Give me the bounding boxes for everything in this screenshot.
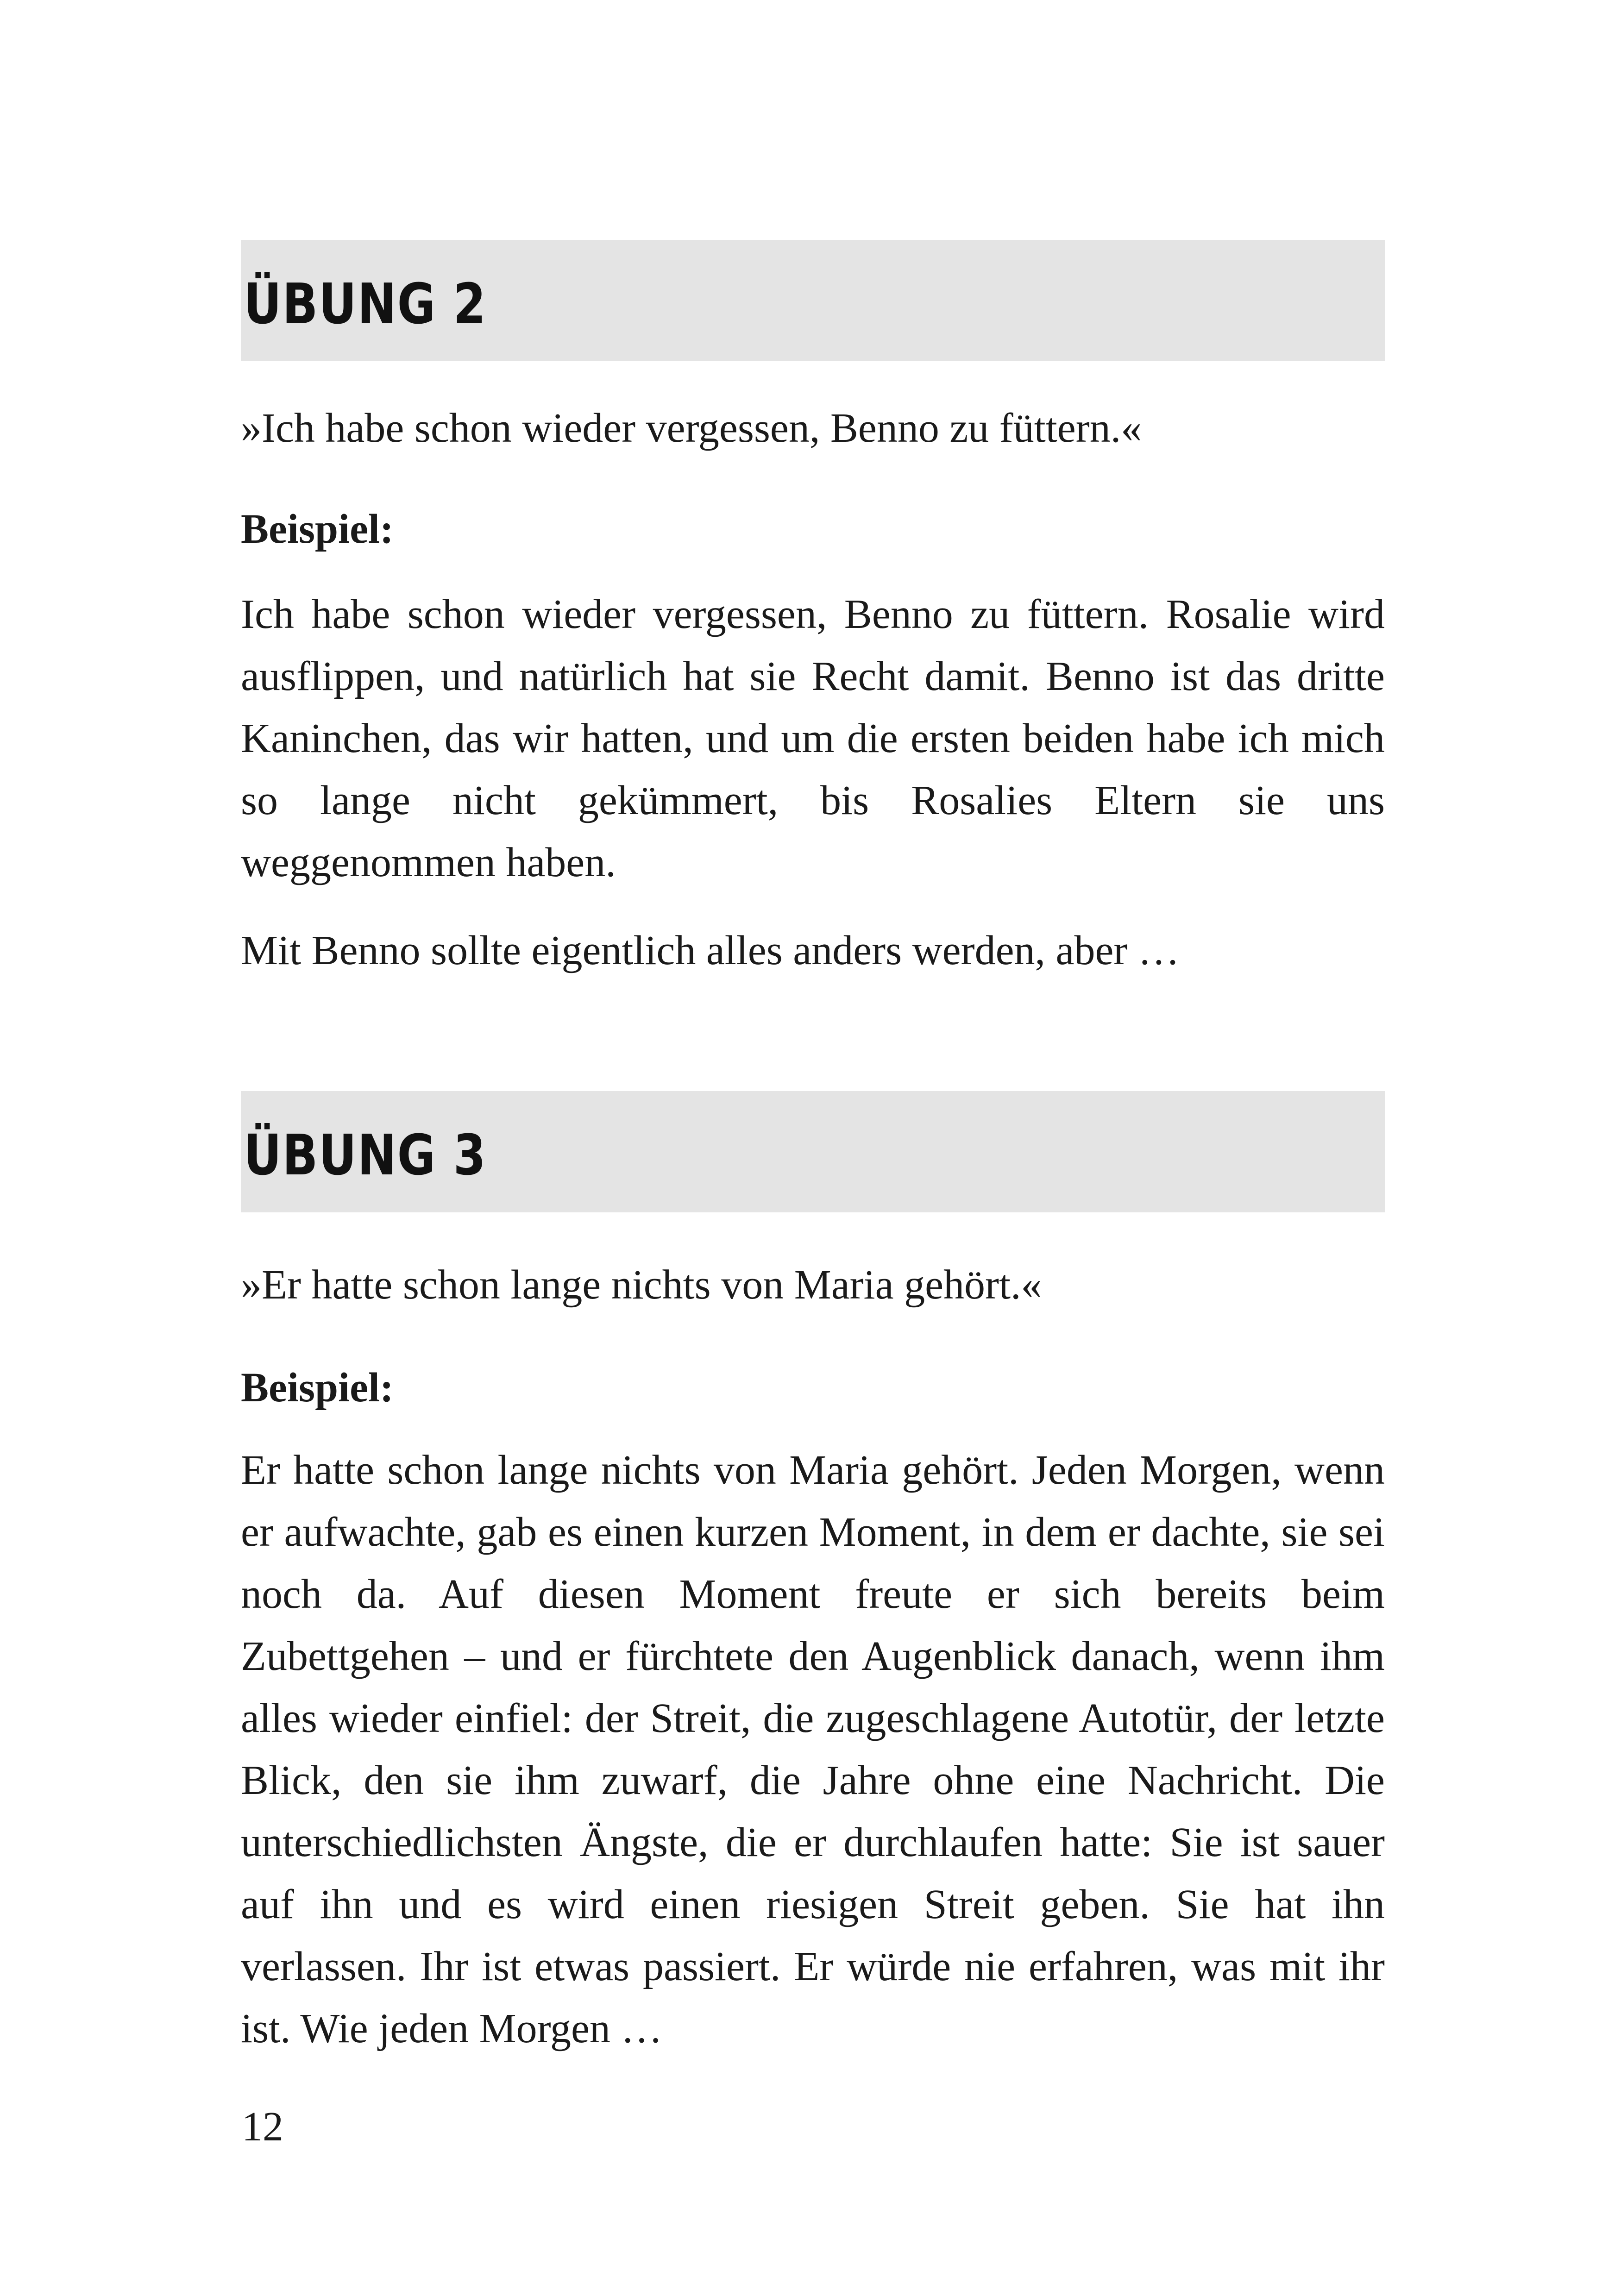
exercise-2-heading-bar [241, 240, 1385, 361]
exercise-3-prompt: »Er hatte schon lange nichts von Maria gehört.« [241, 1262, 1042, 1308]
exercise-3-heading: ÜBUNG 3 [244, 1123, 487, 1188]
exercise-2-example-paragraph-2: Mit Benno sollte eigentlich alles anders werden, aber … [241, 928, 1180, 973]
page-number: 12 [242, 2104, 283, 2150]
exercise-3-example-paragraph-1: Er hatte schon lange nichts von Maria gehört. Jeden Morgen, wenn er aufwachte, gab es einen kurzen Moment, in dem er dachte, sie sei noch da. Auf diesen Moment freute er sich bereits beim Zubettgehen – und er fürchtete den Augenblick danach, wenn ihm alles wieder einfiel: der Streit, die zugeschlagene Autotür, der letzte Blick, den sie ihm zuwarf, die Jahre ohne eine Nachricht. Die unterschiedlichsten Ängste, die er durchlaufen hatte: Sie ist sauer auf ihn und es wird einen riesigen Streit geben. Sie hat ihn verlassen. Ihr ist etwas passiert. Er würde nie erfahren, was mit ihr ist. Wie jeden Morgen … [241, 1447, 1385, 2051]
exercise-2-heading: ÜBUNG 2 [244, 272, 487, 337]
exercise-2-example-paragraph-1: Ich habe schon wieder vergessen, Benno zu füttern. Rosalie wird ausflippen, und natürlich hat sie Recht damit. Benno ist das dritte Kaninchen, das wir hatten, und um die ersten beiden habe ich mich so lange nicht gekümmert, bis Rosalies Eltern sie uns weggenommen haben. [241, 591, 1385, 885]
exercise-3-heading-bar [241, 1091, 1385, 1212]
exercise-2-example-label: Beispiel: [241, 506, 394, 552]
exercise-2-prompt: »Ich habe schon wieder vergessen, Benno zu füttern.« [241, 405, 1142, 451]
exercise-3-example-label: Beispiel: [241, 1365, 394, 1411]
